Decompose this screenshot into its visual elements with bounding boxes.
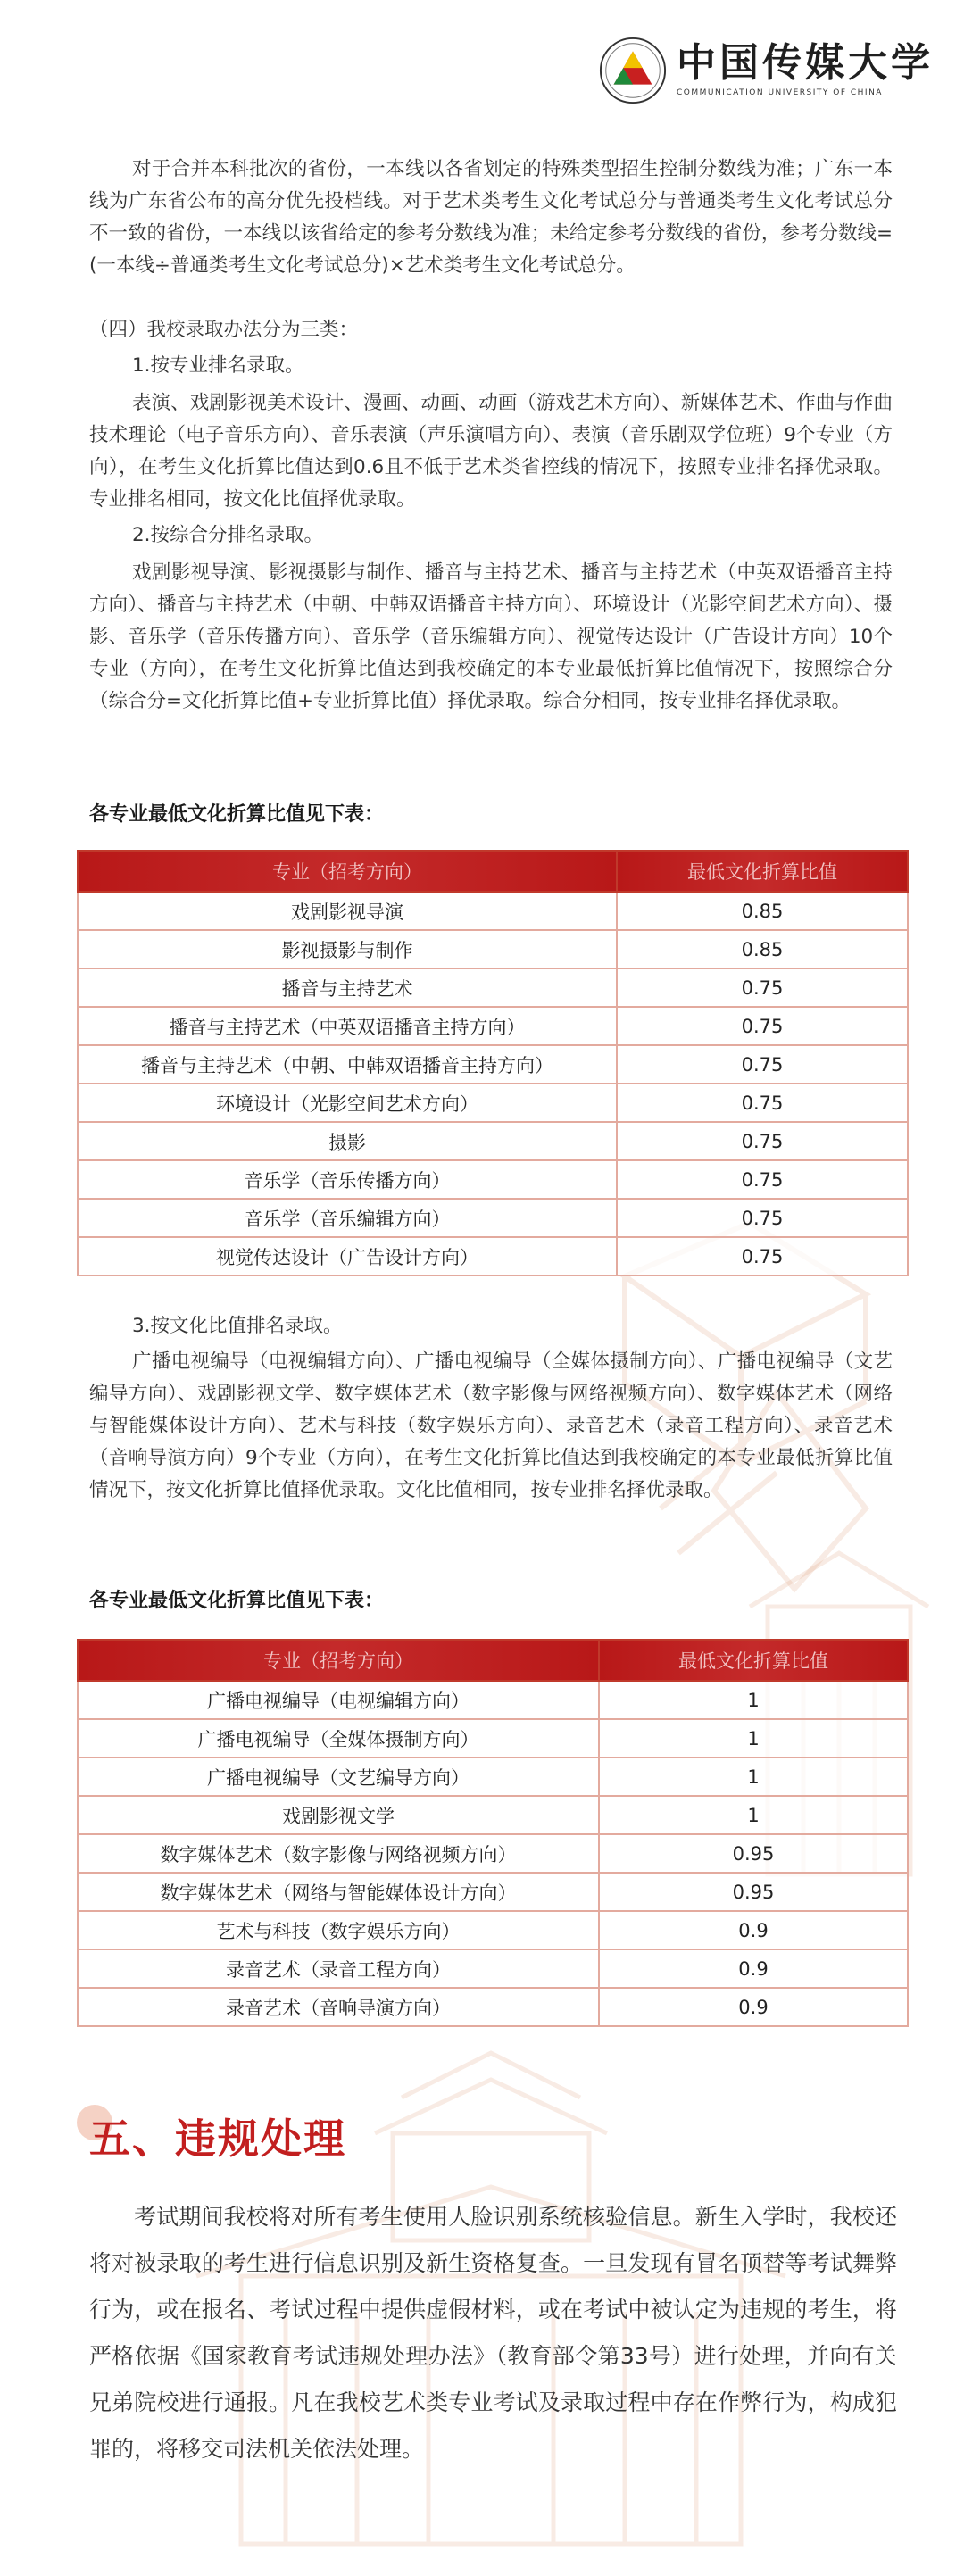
table-row	[78, 1681, 908, 1719]
table-row	[78, 1988, 908, 2026]
university-logo	[598, 36, 934, 105]
table-row	[78, 1122, 908, 1160]
major-cell: 摄影	[78, 1122, 617, 1160]
major-cell: 戏剧影视导演	[78, 892, 617, 930]
table2-header-row	[78, 1640, 908, 1681]
major-cell: 戏剧影视文学	[78, 1796, 599, 1834]
method1-text: 表演、戏剧影视美术设计、漫画、动画、动画（游戏艺术方向）、新媒体艺术、作曲与作曲技术理论（电子音乐方向）、音乐表演（声乐演唱方向）、表演（音乐剧双学位班）9个专业（方向），在考生文化折算比值达到0.6且不低于艺术类省控线的情况下，按照专业排名择优录取。专业排名相同，按文化比值择优录取。	[89, 392, 893, 511]
table-row	[78, 1160, 908, 1199]
major-cell: 播音与主持艺术（中朝、中韩双语播音主持方向）	[78, 1045, 617, 1084]
major-cell: 数字媒体艺术（网络与智能媒体设计方向）	[78, 1873, 599, 1911]
major-cell: 录音艺术（录音工程方向）	[78, 1949, 599, 1988]
ratio-cell: 0.9	[599, 1911, 908, 1949]
table-row	[78, 1796, 908, 1834]
major-cell: 音乐学（音乐编辑方向）	[78, 1199, 617, 1237]
table-row	[78, 1237, 908, 1276]
ratio-cell: 0.75	[617, 1199, 908, 1237]
table-row	[78, 1719, 908, 1757]
major-cell: 广播电视编导（电视编辑方向）	[78, 1681, 599, 1719]
method3-text: 广播电视编导（电视编辑方向）、广播电视编导（全媒体摄制方向）、广播电视编导（文艺编导方向）、戏剧影视文学、数字媒体艺术（数字影像与网络视频方向）、数字媒体艺术（网络与智能媒体设计方向）、艺术与科技（数字娱乐方向）、录音艺术（录音工程方向）、录音艺术（音响导演方向）9个专业（方向），在考生文化折算比值达到我校确定的本专业最低折算比值情况下，按文化折算比值择优录取。文化比值相同，按专业排名择优录取。	[89, 1350, 893, 1501]
intro-paragraph: 对于合并本科批次的省份，一本线以各省划定的特殊类型招生控制分数线为准；广东一本线为广东省公布的高分优先投档线。对于艺术类考生文化考试总分与普通类考生文化考试总分不一致的省份，一本线以该省给定的参考分数线为准；未给定参考分数线的省份，参考分数线=(一本线÷普通类考生文化考试总分)×艺术类考生文化考试总分。	[89, 158, 893, 277]
table1-min-ratio	[77, 850, 909, 1276]
section5-title: 五、违规处理	[89, 2115, 346, 2163]
table-row	[78, 892, 908, 930]
method3-title: 3.按文化比值排名录取。	[132, 1315, 343, 1337]
ratio-cell: 0.75	[617, 1160, 908, 1199]
major-cell: 广播电视编导（文艺编导方向）	[78, 1757, 599, 1796]
ratio-cell: 0.85	[617, 892, 908, 930]
table-row	[78, 1949, 908, 1988]
ratio-cell: 0.75	[617, 1007, 908, 1045]
ratio-cell: 0.85	[617, 930, 908, 968]
table-row	[78, 1084, 908, 1122]
major-cell: 录音艺术（音响导演方向）	[78, 1988, 599, 2026]
cuc-emblem-icon	[598, 36, 668, 105]
table-row	[78, 1045, 908, 1084]
ratio-cell: 0.75	[617, 1084, 908, 1122]
method2-text: 戏剧影视导演、影视摄影与制作、播音与主持艺术、播音与主持艺术（中英双语播音主持方向）、播音与主持艺术（中朝、中韩双语播音主持方向）、环境设计（光影空间艺术方向）、摄影、音乐学（音乐传播方向）、音乐学（音乐编辑方向）、视觉传达设计（广告设计方向）10个专业（方向），在考生文化折算比值达到我校确定的本专业最低折算比值情况下，按照综合分（综合分=文化折算比值+专业折算比值）择优录取。综合分相同，按专业排名择优录取。	[89, 561, 893, 712]
table2-min-ratio	[77, 1639, 909, 2027]
ratio-cell: 0.95	[599, 1873, 908, 1911]
table-row	[78, 1007, 908, 1045]
ratio-cell: 0.95	[599, 1834, 908, 1873]
ratio-cell: 0.9	[599, 1949, 908, 1988]
table-row	[78, 1873, 908, 1911]
major-cell: 播音与主持艺术	[78, 968, 617, 1007]
table2-header-major: 专业（招考方向）	[78, 1640, 599, 1681]
table1-heading: 各专业最低文化折算比值见下表：	[89, 803, 385, 826]
ratio-cell: 0.75	[617, 968, 908, 1007]
major-cell: 音乐学（音乐传播方向）	[78, 1160, 617, 1199]
table-row	[78, 1911, 908, 1949]
table1-header-ratio: 最低文化折算比值	[617, 851, 908, 892]
table-row	[78, 1834, 908, 1873]
ratio-cell: 1	[599, 1681, 908, 1719]
table1-header-major: 专业（招考方向）	[78, 851, 617, 892]
table-row	[78, 930, 908, 968]
university-name-cn: 中国传媒大学	[677, 40, 934, 86]
major-cell: 数字媒体艺术（数字影像与网络视频方向）	[78, 1834, 599, 1873]
major-cell: 播音与主持艺术（中英双语播音主持方向）	[78, 1007, 617, 1045]
ratio-cell: 0.75	[617, 1237, 908, 1276]
table-row	[78, 1757, 908, 1796]
section4-title: （四）我校录取办法分为三类：	[89, 319, 359, 341]
table-row	[78, 1199, 908, 1237]
ratio-cell: 1	[599, 1757, 908, 1796]
major-cell: 广播电视编导（全媒体摄制方向）	[78, 1719, 599, 1757]
major-cell: 艺术与科技（数字娱乐方向）	[78, 1911, 599, 1949]
ratio-cell: 0.75	[617, 1045, 908, 1084]
ratio-cell: 1	[599, 1796, 908, 1834]
ratio-cell: 1	[599, 1719, 908, 1757]
major-cell: 视觉传达设计（广告设计方向）	[78, 1237, 617, 1276]
table2-heading: 各专业最低文化折算比值见下表：	[89, 1590, 385, 1612]
ratio-cell: 0.75	[617, 1122, 908, 1160]
major-cell: 环境设计（光影空间艺术方向）	[78, 1084, 617, 1122]
table1-header-row	[78, 851, 908, 892]
method1-title: 1.按专业排名录取。	[132, 354, 304, 377]
ratio-cell: 0.9	[599, 1988, 908, 2026]
table-row	[78, 968, 908, 1007]
university-name-en: COMMUNICATION UNIVERSITY OF CHINA	[677, 88, 883, 97]
method2-title: 2.按综合分排名录取。	[132, 524, 324, 546]
section5-text: 考试期间我校将对所有考生使用人脸识别系统核验信息。新生入学时，我校还将对被录取的考生进行信息识别及新生资格复查。一旦发现有冒名顶替等考试舞弊行为，或在报名、考试过程中提供虚假材料，或在考试中被认定为违规的考生，将严格依据《国家教育考试违规处理办法》（教育部令第33号）进行处理，并向有关兄弟院校进行通报。凡在我校艺术类专业考试及录取过程中存在作弊行为，构成犯罪的，将移交司法机关依法处理。	[89, 2204, 897, 2462]
major-cell: 影视摄影与制作	[78, 930, 617, 968]
table2-header-ratio: 最低文化折算比值	[599, 1640, 908, 1681]
